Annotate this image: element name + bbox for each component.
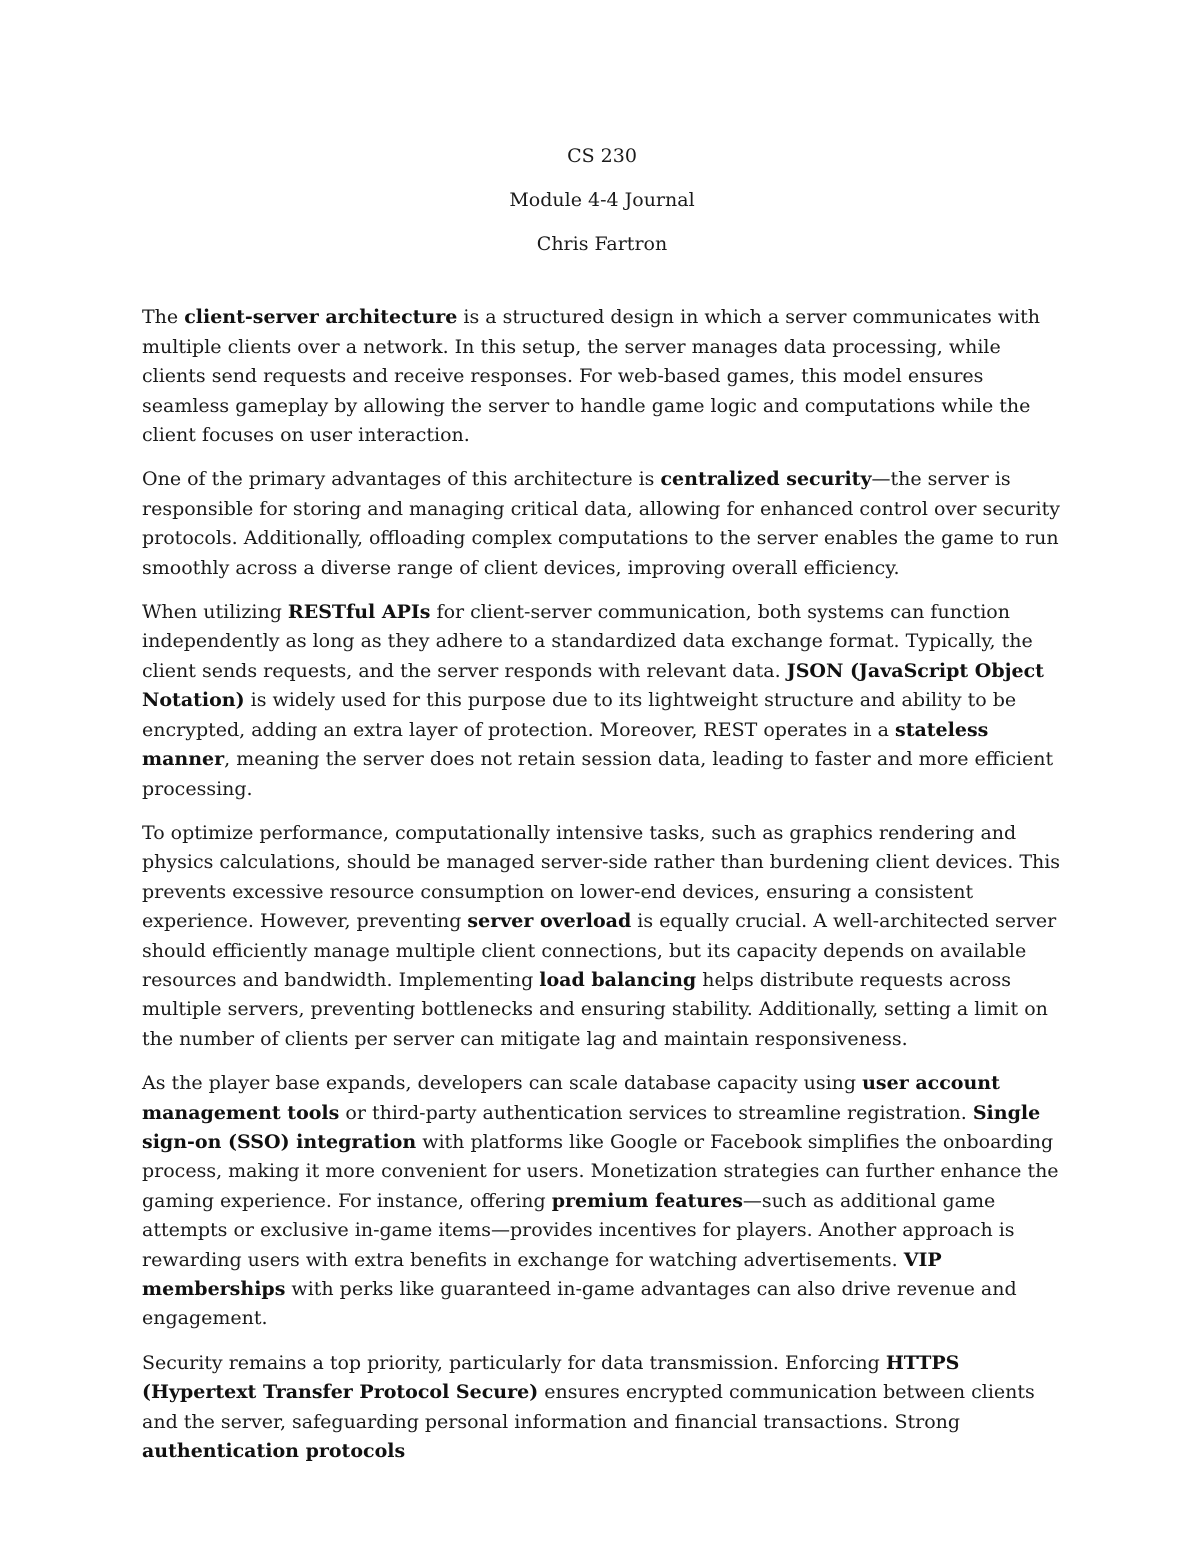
text-run: When utilizing <box>142 601 288 624</box>
assignment-title: Module 4-4 Journal <box>509 189 695 211</box>
bold-term: centralized security <box>660 468 872 491</box>
text-run: Security remains a top priority, particularly for data transmission. Enforcing <box>142 1351 886 1374</box>
text-run: is equally crucial. A well-architected server should efficiently manage multiple client connections, but its capacity depends on available resources and bandwidth. Implementing <box>142 910 1057 991</box>
body-paragraph <box>142 1069 1062 1334</box>
author-name: Chris Fartron <box>536 233 668 255</box>
text-run: is widely used for this purpose due to its lightweight structure and ability to be encrypted, adding an extra layer of protection. Moreover, REST operates in a <box>142 689 1017 741</box>
bold-term: server overload <box>467 910 632 933</box>
body-paragraph <box>142 1349 1062 1467</box>
text-run: , meaning the server does not retain session data, leading to faster and more efficient processing. <box>142 748 1054 800</box>
bold-term: VIP memberships <box>142 1248 942 1300</box>
text-run: is a structured design in which a server communicates with multiple clients over a network. In this setup, the server manages data processing, while clients send requests and receive responses. For web-based games, this model ensures seamless gameplay by allowing the server to handle game logic and computations while the client focuses on user interaction. <box>142 306 1040 447</box>
bold-term: user account management tools <box>142 1072 1000 1124</box>
bold-term: Single sign-on (SSO) integration <box>142 1101 1041 1153</box>
text-run: The <box>142 306 185 329</box>
body-paragraph <box>142 465 1062 583</box>
text-run: ensures encrypted communication between clients and the server, safeguarding personal information and financial transactions. Strong <box>142 1381 1035 1433</box>
document-header <box>142 142 1062 259</box>
text-run: for client-server communication, both systems can function independently as long as they adhere to a standardized data exchange format. Typically, the client sends requests, and the server responds with relevant data. <box>142 601 1033 682</box>
text-run: or third-party authentication services to streamline registration. <box>339 1101 973 1124</box>
bold-term: premium features <box>551 1189 743 1212</box>
text-run: —the server is responsible for storing and managing critical data, allowing for enhanced control over security protocols. Additionally, offloading complex computations to the server enables the game to run smoothly across a diverse range of client devices, improving overall efficiency. <box>142 468 1060 579</box>
bold-term: client-server architecture <box>184 306 458 329</box>
text-run: One of the primary advantages of this architecture is <box>142 468 661 491</box>
text-run: helps distribute requests across multiple servers, preventing bottlenecks and ensuring stability. Additionally, setting a limit on the number of clients per server can mitigate lag and maintain responsiveness. <box>142 968 1048 1050</box>
document-page <box>142 142 1062 1481</box>
text-run: To optimize performance, computationally intensive tasks, such as graphics rendering and physics calculations, should be managed server-side rather than burdening client devices. This prevents excessive resource consumption on lower-end devices, ensuring a consistent experience. However, preventing <box>142 821 1061 933</box>
header-spacer <box>142 259 1062 303</box>
bold-term: RESTful APIs <box>287 601 431 624</box>
text-run: —such as additional game attempts or exclusive in-game items—provides incentives for players. Another approach is rewarding users with extra benefits in exchange for watching advertisements. <box>142 1189 1015 1271</box>
document-body <box>142 303 1062 1466</box>
text-run: As the player base expands, developers can scale database capacity using <box>142 1072 863 1095</box>
body-paragraph <box>142 303 1062 450</box>
bold-term: JSON (JavaScript Object Notation) <box>142 659 1044 712</box>
body-paragraph <box>142 819 1062 1054</box>
bold-term: stateless manner <box>142 718 989 771</box>
bold-term: load balancing <box>539 968 697 991</box>
bold-term: HTTPS (Hypertext Transfer Protocol Secure) <box>142 1351 960 1404</box>
text-run: with perks like guaranteed in-game advantages can also drive revenue and engagement. <box>142 1278 1017 1330</box>
body-paragraph <box>142 598 1062 804</box>
bold-term: authentication protocols <box>142 1440 406 1463</box>
text-run: with platforms like Google or Facebook simplifies the onboarding process, making it more convenient for users. Monetization strategies can further enhance the gaming experience. For instance, offering <box>142 1130 1059 1212</box>
course-title: CS 230 <box>567 145 637 167</box>
